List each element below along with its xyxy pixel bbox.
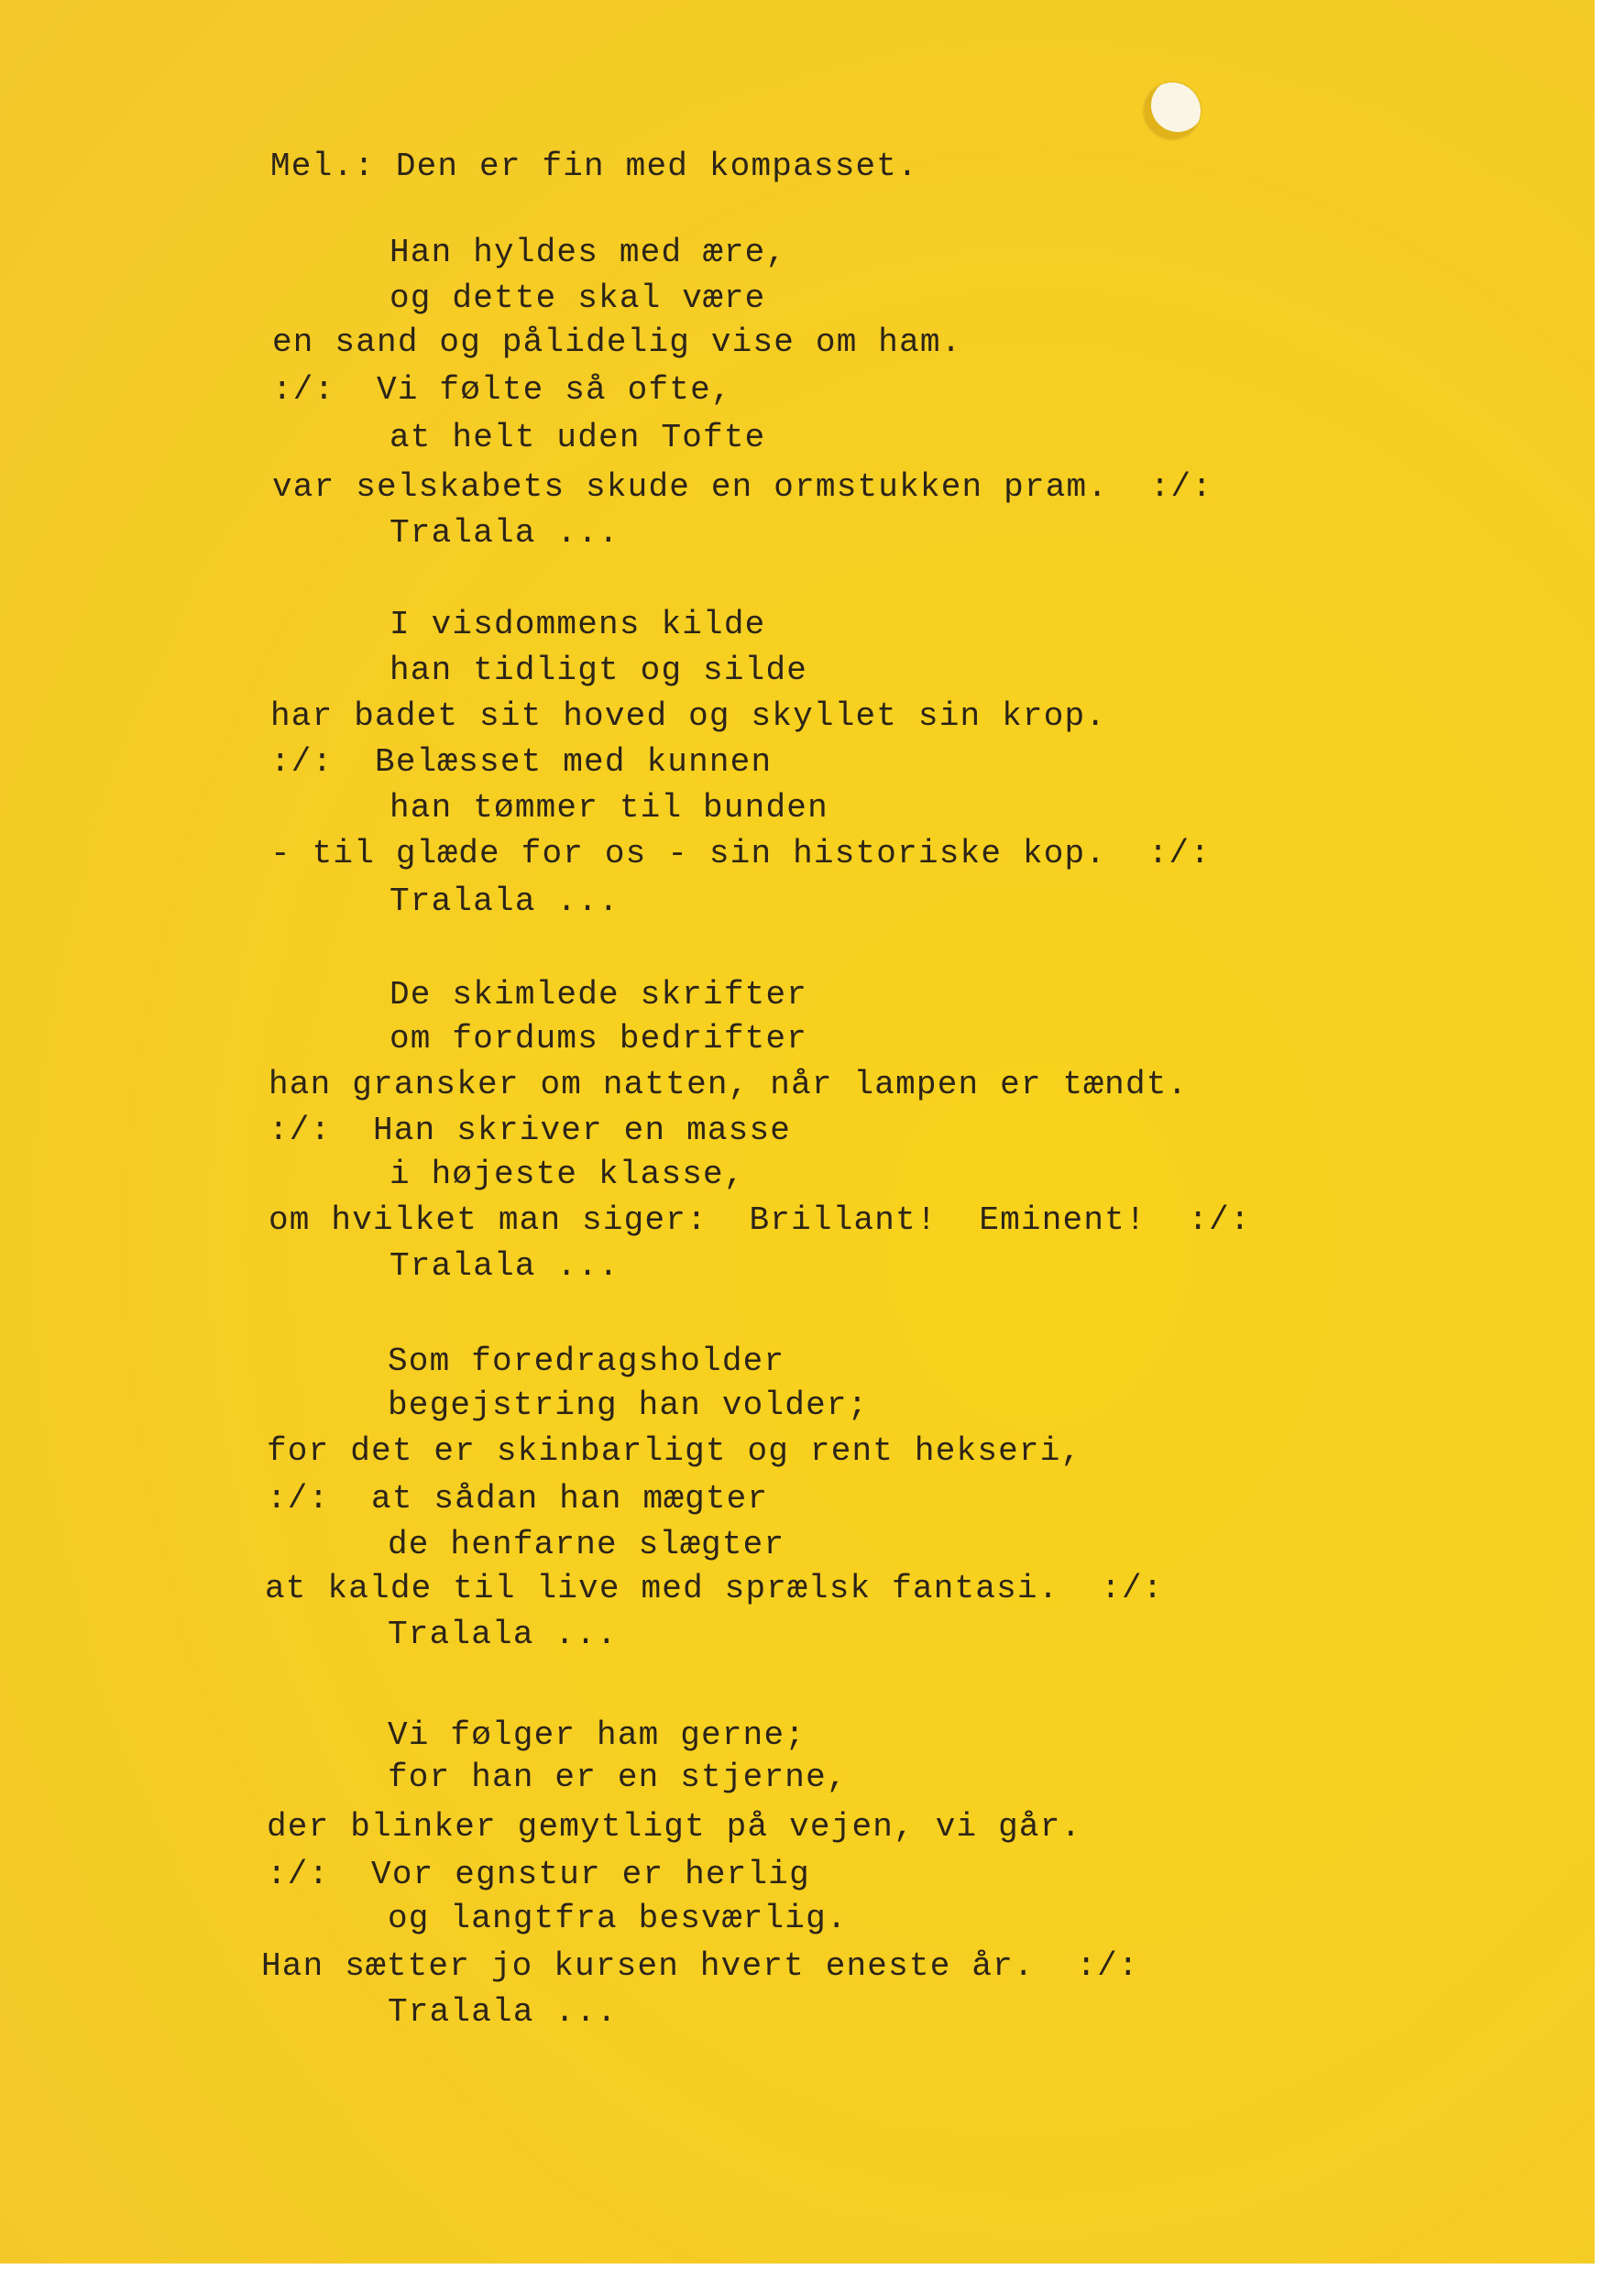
- verse-line: de henfarne slægter: [388, 1526, 785, 1563]
- verse-line: han gransker om natten, når lampen er tændt.: [269, 1066, 1189, 1103]
- verse-line: :/: at sådan han mægter: [267, 1480, 769, 1518]
- verse-line: - til glæde for os - sin historiske kop. :/:: [270, 835, 1212, 872]
- verse-line: der blinker gemytligt på vejen, vi går.: [267, 1808, 1082, 1846]
- verse-line: om fordums bedrifter: [390, 1020, 808, 1058]
- scan-border-right: [1595, 0, 1624, 2280]
- verse-line: i højeste klasse,: [390, 1156, 745, 1193]
- verse-line: og dette skal være: [390, 280, 766, 317]
- verse-line: :/: Belæsset med kunnen: [270, 743, 773, 781]
- verse-line: begejstring han volder;: [388, 1387, 869, 1424]
- verse-line: Han sætter jo kursen hvert eneste år. :/:: [261, 1947, 1139, 1985]
- verse-line: Vi følger ham gerne;: [388, 1716, 807, 1754]
- verse-line: Han hyldes med ære,: [390, 234, 787, 271]
- refrain-line: Tralala ...: [388, 1616, 618, 1653]
- verse-line: I visdommens kilde: [390, 606, 766, 643]
- verse-line: for det er skinbarligt og rent hekseri,: [267, 1432, 1082, 1470]
- verse-line: for han er en stjerne,: [388, 1759, 848, 1796]
- verse-line: :/: Han skriver en masse: [269, 1112, 792, 1149]
- verse-line: at kalde til live med sprælsk fantasi. :/:: [265, 1570, 1164, 1607]
- verse-line: en sand og pålidelig vise om ham.: [272, 323, 962, 361]
- verse-line: han tømmer til bunden: [390, 789, 828, 827]
- refrain-line: Tralala ...: [390, 1247, 620, 1285]
- verse-line: De skimlede skrifter: [390, 976, 808, 1014]
- verse-line: Som foredragsholder: [388, 1343, 785, 1380]
- verse-line: om hvilket man siger: Brillant! Eminent! :/:: [269, 1201, 1251, 1239]
- verse-line: :/: Vor egnstur er herlig: [267, 1856, 810, 1893]
- scan-border-bottom: [0, 2264, 1624, 2280]
- verse-line: og langtfra besværlig.: [388, 1900, 848, 1937]
- punch-hole: [1144, 82, 1201, 139]
- refrain-line: Tralala ...: [390, 514, 620, 552]
- verse-line: var selskabets skude en ormstukken pram. :/:: [272, 468, 1213, 506]
- refrain-line: Tralala ...: [388, 1993, 618, 2031]
- refrain-line: Tralala ...: [390, 882, 620, 920]
- verse-line: :/: Vi følte så ofte,: [272, 371, 732, 409]
- melody-line: Mel.: Den er fin med kompasset.: [270, 148, 918, 185]
- verse-line: han tidligt og silde: [390, 652, 808, 689]
- verse-line: at helt uden Tofte: [390, 419, 766, 456]
- verse-line: har badet sit hoved og skyllet sin krop.: [270, 697, 1107, 735]
